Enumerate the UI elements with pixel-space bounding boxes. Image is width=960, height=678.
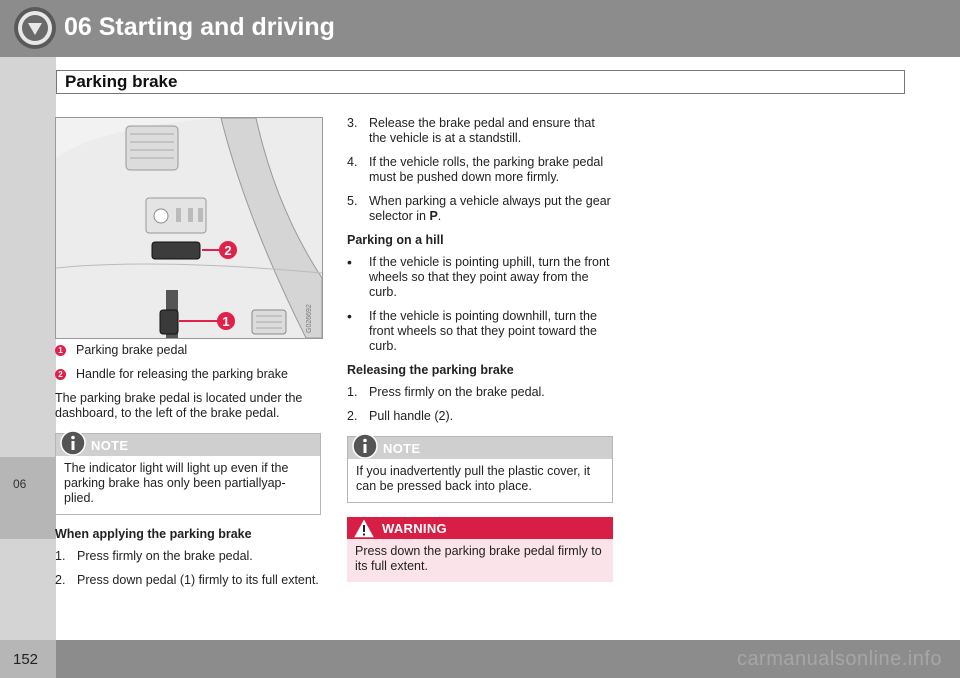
section-title-bar: [56, 70, 905, 94]
warning-text: Press down the parking brake pedal firmly to its full extent.: [347, 539, 613, 582]
step-number: 4.: [347, 155, 358, 169]
step-text: Press down pedal (1) firmly to its full extent.: [77, 573, 319, 587]
list-item: [347, 155, 613, 185]
applying-steps-continued: [347, 116, 613, 224]
step-text-wrapper: [369, 194, 613, 224]
dashboard-drawing: [56, 118, 322, 338]
list-item: [55, 573, 321, 588]
callout-1: 1: [222, 314, 230, 329]
step-text: If the vehicle rolls, the parking brake pedal must be pushed down more firmly.: [369, 155, 604, 184]
step-text-end: .: [437, 209, 442, 223]
gear-position: P: [429, 209, 438, 223]
brand-logo-icon: [13, 6, 57, 50]
step-text: When parking a vehicle always put the gear selector in: [369, 194, 611, 223]
chapter-tab: [0, 457, 56, 539]
note-text: The indicator light will light up even if the parking brake has only been partiallyap-plied.: [64, 461, 289, 505]
intro-paragraph: The parking brake pedal is located under the dashboard, to the left of the brake pedal.: [55, 391, 303, 420]
section-title: Parking brake: [65, 72, 178, 91]
step-text: Pull handle (2).: [369, 409, 454, 423]
note-header: [56, 434, 320, 456]
list-item: [347, 409, 613, 424]
step-text: Release the brake pedal and ensure that the vehicle is at a standstill.: [369, 116, 595, 145]
step-number: 2.: [347, 409, 358, 423]
step-number: 1.: [55, 549, 66, 563]
list-item: [55, 549, 321, 564]
right-column: [347, 116, 613, 592]
note-box: [55, 433, 321, 515]
footer-tab: [0, 640, 56, 678]
list-item: [347, 194, 613, 224]
warning-title: WARNING: [382, 521, 447, 536]
step-text: Press firmly on the brake pedal.: [369, 385, 545, 399]
step-text: Press firmly on the brake pedal.: [77, 549, 253, 563]
legend-number-badge: 2: [55, 369, 66, 380]
legend-text: Handle for releasing the parking brake: [76, 367, 288, 381]
step-number: 3.: [347, 116, 358, 130]
legend-text: Parking brake pedal: [76, 343, 188, 357]
note-text: If you inadvertently pull the plastic cover, it can be pressed back into place.: [356, 464, 591, 493]
info-icon: [60, 430, 86, 456]
legend-number-badge: 1: [55, 345, 66, 356]
applying-steps: [55, 549, 321, 588]
warning-box: [347, 517, 613, 582]
step-number: 2.: [55, 573, 66, 587]
info-icon: [352, 433, 378, 459]
legend-item: [55, 343, 321, 358]
note-header: [348, 437, 612, 459]
list-item: [347, 309, 613, 354]
note-box: [347, 436, 613, 503]
note-title: NOTE: [91, 438, 129, 453]
note-title: NOTE: [383, 441, 421, 456]
legend-item: [55, 367, 321, 382]
parking-brake-illustration: [55, 117, 323, 339]
sidebar: [0, 57, 56, 640]
chapter-title: 06 Starting and driving: [64, 13, 335, 41]
releasing-steps: [347, 385, 613, 424]
applying-heading: When applying the parking brake: [55, 527, 252, 541]
chapter-tab-label: 06: [13, 477, 27, 491]
watermark: carmanualsonline.info: [736, 648, 942, 670]
warning-triangle-icon: [351, 515, 377, 541]
callout-2: 2: [224, 243, 232, 258]
left-column: [55, 343, 321, 597]
bullet-text: If the vehicle is pointing downhill, turn the front wheels so that they point toward the curb.: [369, 309, 597, 353]
list-item: [347, 255, 613, 300]
step-number: 5.: [347, 194, 358, 208]
light-switch-panel: [146, 198, 206, 233]
air-vent-icon: [126, 126, 178, 170]
page-number: 152: [13, 651, 39, 668]
hill-bullets: [347, 255, 613, 354]
page-footer: [0, 640, 960, 678]
warning-header: [347, 517, 613, 539]
release-handle: [152, 242, 200, 259]
bullet-icon: •: [347, 308, 352, 324]
releasing-heading: Releasing the parking brake: [347, 363, 514, 377]
bullet-text: If the vehicle is pointing uphill, turn the front wheels so that they point away from the curb.: [369, 255, 610, 299]
illustration-code: G026692: [306, 304, 313, 333]
step-number: 1.: [347, 385, 358, 399]
parking-brake-pedal: [160, 310, 178, 334]
hill-heading: Parking on a hill: [347, 233, 444, 247]
list-item: [347, 385, 613, 400]
chapter-header: [0, 0, 960, 57]
list-item: [347, 116, 613, 146]
bullet-icon: •: [347, 254, 352, 270]
